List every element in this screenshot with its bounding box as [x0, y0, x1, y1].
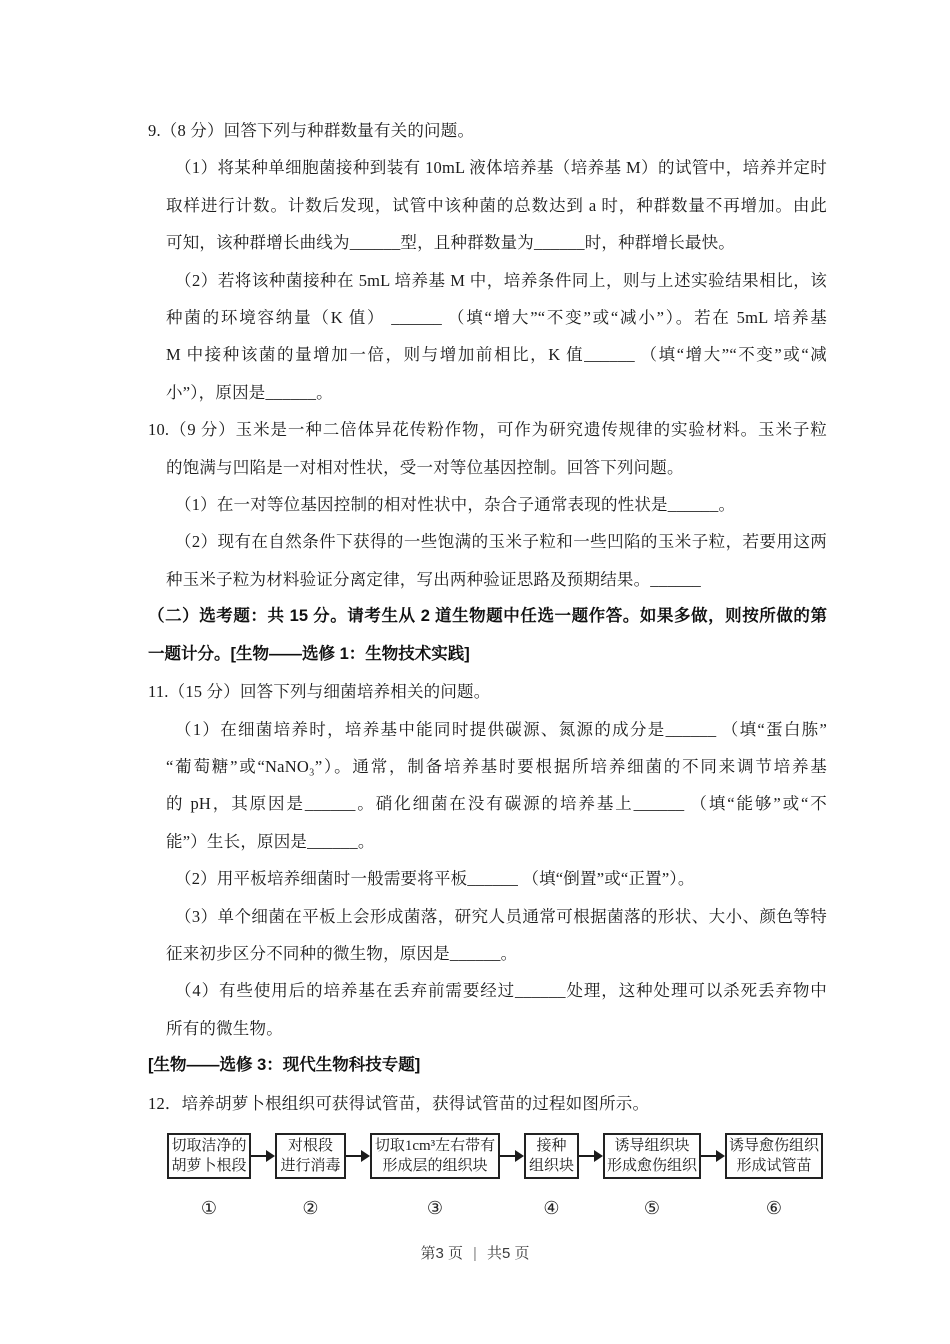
- flow-step-number-1: ①: [200, 1198, 218, 1218]
- section2-header-line-2: 一题计分。[生物——选修 1：生物技术实践]: [148, 644, 470, 663]
- q9-header: 9.（8 分）回答下列与种群数量有关的问题。: [148, 121, 475, 140]
- flow-box-5-line2: 形成愈伤组织: [606, 1158, 697, 1174]
- document-body: [148, 112, 827, 1122]
- flow-box-2: [275, 1133, 346, 1179]
- flow-box-1-line1: 切取洁净的: [171, 1138, 247, 1154]
- q11-line-9: 所有的微生物。: [166, 1018, 283, 1038]
- flow-step-number-4: ④: [543, 1198, 560, 1218]
- flow-box-4-line1: 接种: [536, 1138, 567, 1154]
- page-footer: [0, 1242, 950, 1263]
- q11-line-7: 征来初步区分不同种的微生物，原因是______。: [166, 943, 518, 963]
- footer-page-number: 第3 页: [420, 1245, 464, 1262]
- q12-header: 12．培养胡萝卜根组织可获得试管苗，获得试管苗的过程如图所示。: [148, 1093, 650, 1113]
- q11-line-4: 能”）生长，原因是______。: [166, 831, 375, 851]
- flow-step-1: [167, 1133, 251, 1217]
- flow-step-2: [275, 1133, 346, 1217]
- flow-arrow-icon-1: [251, 1150, 275, 1162]
- section3-header: [生物——选修 3：现代生物科技专题]: [148, 1056, 421, 1075]
- flow-box-4: [524, 1133, 579, 1179]
- q11-line-5: （2）用平板培养细菌时一般需要将平板______ （填“倒置”或“正置”）。: [175, 869, 695, 889]
- q11-line-6: （3）单个细菌在平板上会形成菌落，研究人员通常可根据菌落的形状、大小、颜色等特: [175, 906, 827, 926]
- q10-line-2: （1）在一对等位基因控制的相对性状中，杂合子通常表现的性状是______。: [175, 495, 736, 515]
- flow-box-3-line2: 形成层的组织块: [382, 1158, 488, 1174]
- flow-box-3-line1: 切取1cm³左右带有: [374, 1138, 496, 1154]
- flow-box-5: [603, 1133, 701, 1179]
- flow-step-number-5: ⑤: [643, 1198, 661, 1218]
- flow-box-4-line2: 组织块: [528, 1158, 574, 1174]
- flow-box-1-line2: 胡萝卜根段: [171, 1158, 247, 1174]
- q10-line-3: （2）现有在自然条件下获得的一些饱满的玉米子粒和一些凹陷的玉米子粒，若要用这两: [175, 532, 827, 552]
- q11-line-8: （4）有些使用后的培养基在丢弃前需要经过______处理，这种处理可以杀死丢弃物中: [175, 981, 827, 1001]
- q9-line-6: M 中接种该菌的量增加一倍，则与增加前相比，K 值______ （填“增大”“不变”或“减: [166, 345, 827, 365]
- flow-step-number-3: ③: [426, 1198, 444, 1218]
- flow-arrow-icon-2: [346, 1150, 370, 1162]
- flow-box-6-line1: 诱导愈伤组织: [728, 1138, 819, 1154]
- flow-step-number-6: ⑥: [765, 1198, 783, 1218]
- flow-step-number-2: ②: [302, 1198, 319, 1218]
- flow-arrow-icon-3: [500, 1150, 524, 1162]
- flow-step-6: [725, 1133, 823, 1217]
- flow-step-3: [370, 1133, 500, 1217]
- q9-line-2: 取样进行计数。计数后发现，试管中该种菌的总数达到 a 时，种群数量不再增加。由此: [166, 195, 827, 215]
- flow-box-2-line2: 进行消毒: [280, 1158, 341, 1174]
- footer-separator: |: [473, 1245, 477, 1262]
- flow-box-3: [370, 1133, 500, 1179]
- q10-header: 10.（9 分）玉米是一种二倍体异花传粉作物，可作为研究遗传规律的实验材料。玉米子粒: [148, 420, 827, 440]
- footer-total-pages: 共5 页: [486, 1245, 530, 1262]
- q9-line-1: （1）将某种单细胞菌接种到装有 10mL 液体培养基（培养基 M）的试管中，培养并定时: [175, 158, 827, 178]
- q9-line-4: （2）若将该种菌接种在 5mL 培养基 M 中，培养条件同上，则与上述实验结果相比，该: [175, 270, 827, 290]
- flow-arrow-icon-4: [579, 1150, 603, 1162]
- q9-line-3: 可知，该种群增长曲线为______型，且种群数量为______时，种群增长最快。: [166, 233, 735, 253]
- q10-line-4: 种玉米子粒为材料验证分离定律，写出两种验证思路及预期结果。______: [166, 569, 701, 589]
- flow-step-4: [524, 1133, 579, 1217]
- q11-line-3: 的 pH，其原因是______。硝化细菌在没有碳源的培养基上______ （填“能够”或“不: [166, 794, 827, 814]
- flow-box-6-line2: 形成试管苗: [736, 1158, 812, 1174]
- section2-header-line-1: （二）选考题：共 15 分。请考生从 2 道生物题中任选一题作答。如果多做，则按所做的第: [148, 607, 827, 626]
- flow-step-5: [603, 1133, 701, 1217]
- flow-box-5-line1: 诱导组织块: [614, 1138, 690, 1154]
- flowchart: [167, 1133, 823, 1217]
- flow-box-2-line1: 对根段: [287, 1138, 333, 1154]
- flow-box-1: [167, 1133, 251, 1179]
- flow-box-6: [725, 1133, 823, 1179]
- q11-line-1: （1）在细菌培养时，培养基中能同时提供碳源、氮源的成分是______ （填“蛋白胨”: [175, 719, 827, 739]
- q11-line-2: “葡萄糖”或“NaNO₃”）。通常，制备培养基时要根据所培养细菌的不同来调节培养基: [166, 756, 827, 776]
- q11-header: 11.（15 分）回答下列与细菌培养相关的问题。: [148, 682, 491, 702]
- q9-line-5: 种菌的环境容纳量（K 值） ______ （填“增大”“不变”或“减小”）。若在 5mL 培养基: [166, 308, 827, 328]
- q10-line-1: 的饱满与凹陷是一对相对性状，受一对等位基因控制。回答下列问题。: [166, 457, 684, 477]
- flow-arrow-icon-5: [701, 1150, 725, 1162]
- q9-line-7: 小”），原因是______。: [166, 382, 333, 402]
